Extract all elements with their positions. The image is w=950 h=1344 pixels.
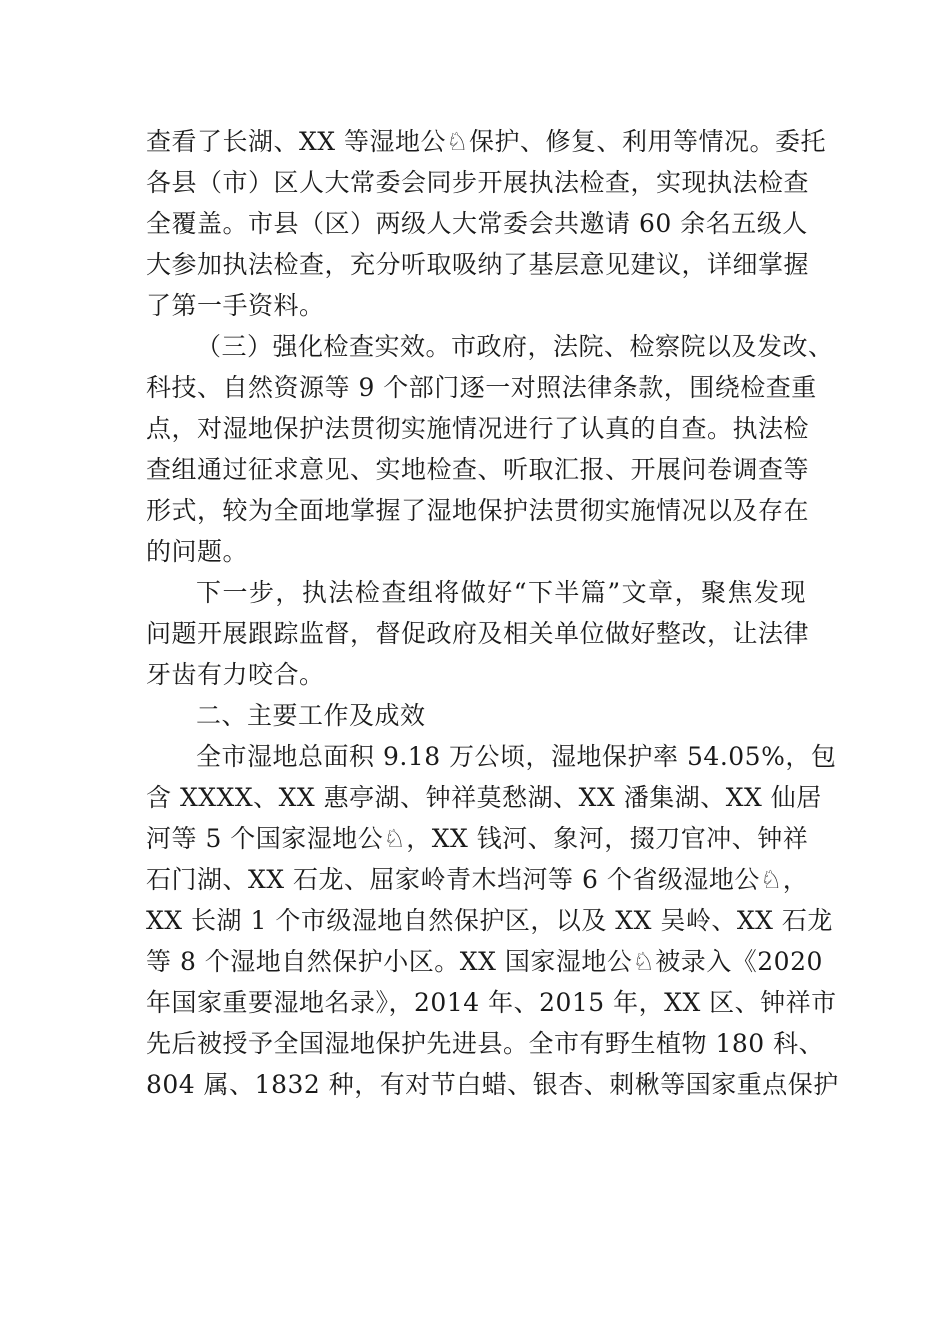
paragraph-line: （三）强化检查实效。市政府，法院、检察院以及发改、 xyxy=(196,332,834,361)
paragraph-line: 804 属、1832 种，有对节白蜡、银杏、刺楸等国家重点保护 xyxy=(146,1070,839,1099)
paragraph-line: 查组通过征求意见、实地检查、听取汇报、开展问卷调查等 xyxy=(146,455,810,484)
paragraph-line: 问题开展跟踪监督，督促政府及相关单位做好整改，让法律 xyxy=(146,619,810,648)
paragraph-line: 查看了长湖、XX 等湿地公♘保护、修复、利用等情况。委托 xyxy=(146,127,826,156)
paragraph-line: 含 XXXX、XX 惠亭湖、钟祥莫愁湖、XX 潘集湖、XX 仙居 xyxy=(146,783,822,812)
section-heading: 二、主要工作及成效 xyxy=(196,701,426,730)
paragraph-line: 年国家重要湿地名录》，2014 年、2015 年，XX 区、钟祥市 xyxy=(146,988,837,1017)
paragraph-line: 的问题。 xyxy=(146,537,249,566)
paragraph-line: 牙齿有力咬合。 xyxy=(146,660,325,689)
paragraph-line: 大参加执法检查，充分听取吸纳了基层意见建议，详细掌握 xyxy=(146,250,810,279)
paragraph-line: 河等 5 个国家湿地公♘，XX 钱河、象河，掇刀官冲、钟祥 xyxy=(146,824,809,853)
paragraph-line: 形式，较为全面地掌握了湿地保护法贯彻实施情况以及存在 xyxy=(146,496,810,525)
paragraph-line: 全覆盖。市县（区）两级人大常委会共邀请 60 余名五级人 xyxy=(146,209,808,238)
paragraph-line: 点，对湿地保护法贯彻实施情况进行了认真的自查。执法检 xyxy=(146,414,810,443)
paragraph-line: 先后被授予全国湿地保护先进县。全市有野生植物 180 科、 xyxy=(146,1029,825,1058)
paragraph-line: 各县（市）区人大常委会同步开展执法检查，实现执法检查 xyxy=(146,168,810,197)
paragraph-line: XX 长湖 1 个市级湿地自然保护区，以及 XX 吴岭、XX 石龙 xyxy=(146,906,833,935)
paragraph-line: 下一步，执法检查组将做好“下半篇”文章，聚焦发现 xyxy=(196,578,806,607)
paragraph-line: 等 8 个湿地自然保护小区。XX 国家湿地公♘被录入《2020 xyxy=(146,947,823,976)
paragraph-line: 科技、自然资源等 9 个部门逐一对照法律条款，围绕检查重 xyxy=(146,373,817,402)
paragraph-line: 石门湖、XX 石龙、屈家岭青木垱河等 6 个省级湿地公♘， xyxy=(146,865,809,894)
paragraph-line: 全市湿地总面积 9.18 万公顷，湿地保护率 54.05%，包 xyxy=(196,742,837,771)
paragraph-line: 了第一手资料。 xyxy=(146,291,325,320)
